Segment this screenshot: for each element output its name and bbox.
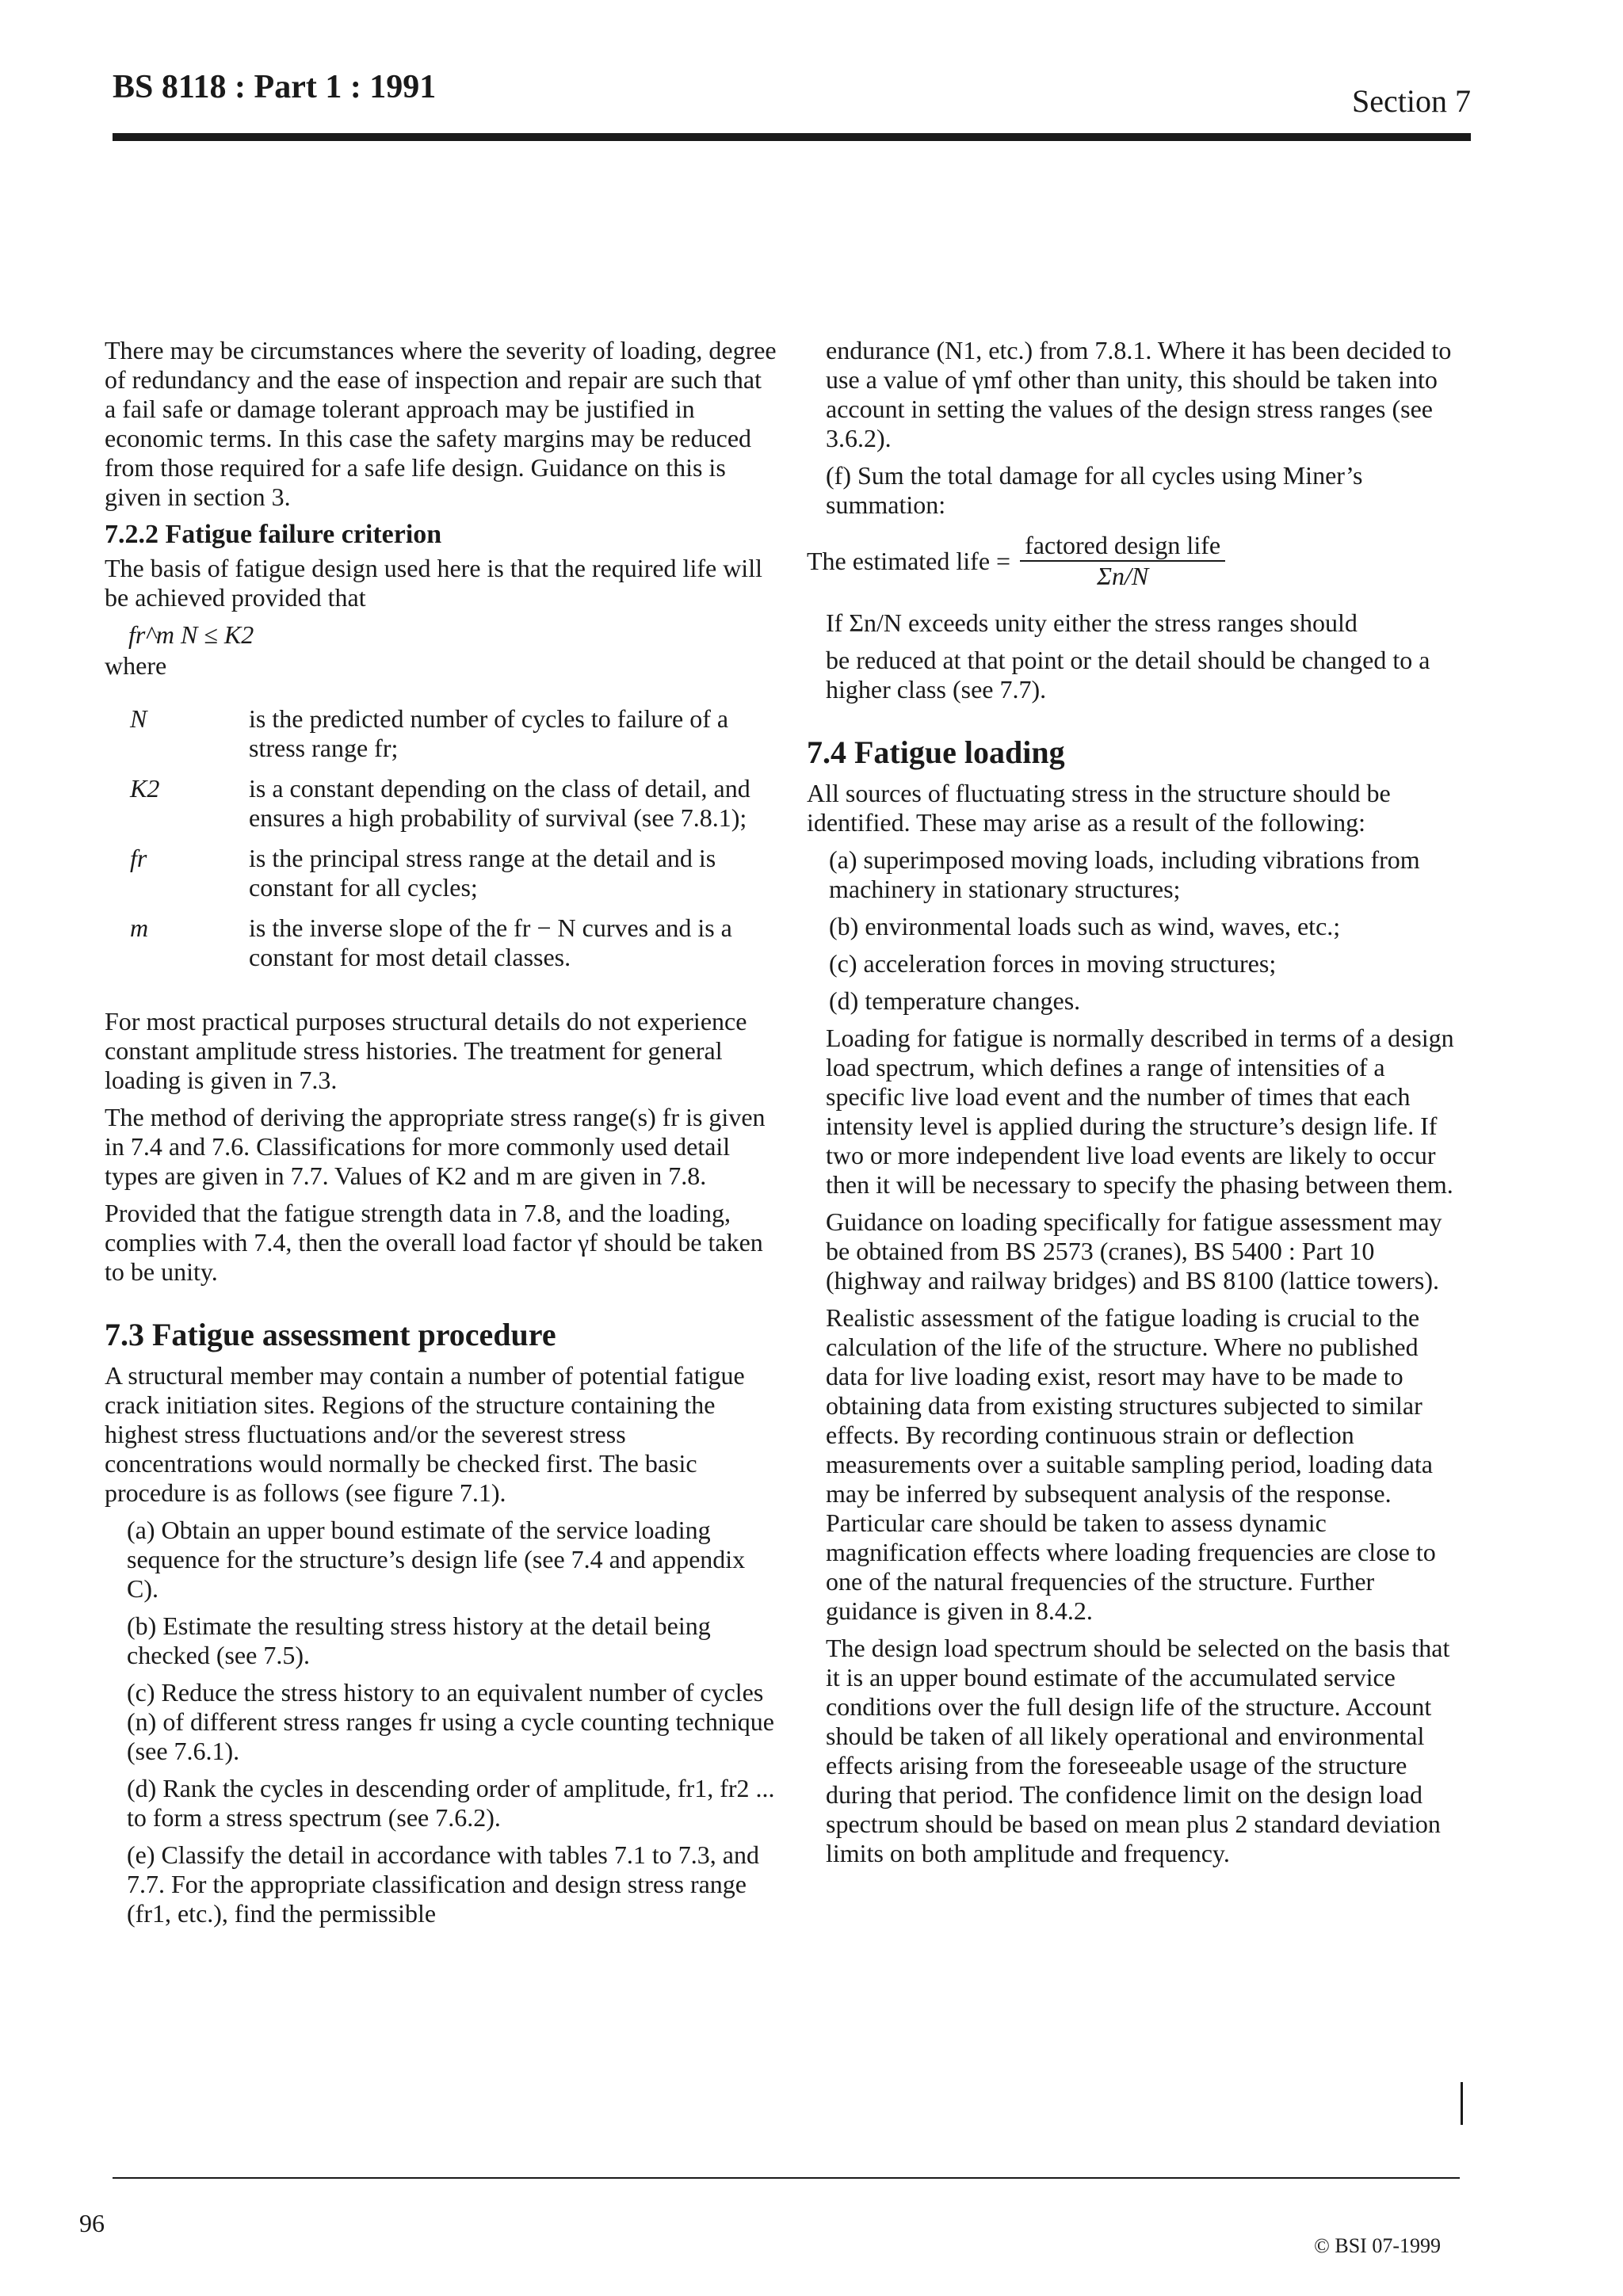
paragraph: Guidance on loading specifically for fatigue assessment may be obtained from BS 2573 (cranes), BS 5400 : Part 10 (highway and railway bridges) and BS 8100 (lattice towers). — [826, 1207, 1442, 1295]
life-equation — [807, 531, 1465, 591]
equation-label: The estimated life = — [807, 546, 1011, 575]
paragraph: Loading for fatigue is normally described in terms of a design load spectrum, which defines a range of intensities of a specific live load event and the number of times that each intensity level is applied during the structure’s design life. If two or more independent live load events are likely to occur then it will be necessary to specify the phasing between them. — [826, 1024, 1454, 1199]
heading-7-4: 7.4 Fatigue loading — [807, 734, 1065, 770]
fatigue-formula: fr^m N ≤ K2 — [128, 620, 254, 649]
paragraph: be reduced at that point or the detail should be changed to a higher class (see 7.7). — [826, 646, 1430, 704]
procedure-item: (b) Estimate the resulting stress history at the detail being checked (see 7.5). — [127, 1611, 711, 1669]
standard-reference: BS 8118 : Part 1 : 1991 — [113, 69, 437, 105]
copyright: © BSI 07-1999 — [1314, 2234, 1441, 2257]
procedure-item-f: (f) Sum the total damage for all cycles using Miner’s summation: — [826, 461, 1363, 519]
fraction-numerator: factored design life — [1020, 531, 1225, 562]
right-column — [807, 336, 1465, 1876]
def-symbol: N — [130, 704, 147, 733]
paragraph: All sources of fluctuating stress in the structure should be identified. These may arise as a result of the following: — [807, 779, 1391, 837]
def-text: is the predicted number of cycles to failure of a stress range fr; — [249, 704, 729, 762]
criterion-paragraph: The basis of fatigue design used here is that the required life will be achieved provided that — [105, 554, 762, 612]
procedure-item: (e) Classify the detail in accordance with tables 7.1 to 7.3, and 7.7. For the appropriate classification and design stress range (fr1, etc.), find the permissible — [127, 1840, 759, 1928]
paragraph: For most practical purposes structural details do not experience constant amplitude stress histories. The treatment for general loading is given in 7.3. — [105, 1007, 747, 1094]
left-column — [105, 336, 778, 1936]
section-label: Section 7 — [1352, 83, 1471, 119]
def-text: is the principal stress range at the detail and is constant for all cycles; — [249, 844, 716, 902]
where-label: where — [105, 651, 167, 680]
change-bar — [1461, 2082, 1463, 2125]
loading-item: (b) environmental loads such as wind, waves, etc.; — [829, 912, 1341, 940]
paragraph: Realistic assessment of the fatigue loading is crucial to the calculation of the life of the structure. Where no published data for live loading exist, resort may have to be made to obtaining data from existing structures subjected to similar effects. By recording continuous strain or deflection measurements over a suitable sampling period, loading data may be inferred by subsequent analysis of the response. Particular care should be taken to assess dynamic magnification effects where loading frequencies are close to one of the natural frequencies of the structure. Further guidance is given in 8.4.2. — [826, 1303, 1436, 1625]
definitions-list — [130, 704, 778, 983]
procedure-item: (a) Obtain an upper bound estimate of the service loading sequence for the structure’s design life (see 7.4 and appendix C). — [127, 1516, 746, 1603]
loading-item: (a) superimposed moving loads, including vibrations from machinery in stationary structures; — [829, 845, 1420, 903]
paragraph: Provided that the fatigue strength data in 7.8, and the loading, complies with 7.4, then the overall load factor γf should be taken to be unity. — [105, 1199, 763, 1286]
intro-paragraph: There may be circumstances where the severity of loading, degree of redundancy and the ease of inspection and repair are such that a fail safe or damage tolerant approach may be justified in economic terms. In this case the safety margins may be reduced from those required for a safe life design. Guidance on this is given in section 3. — [105, 336, 777, 511]
loading-item: (c) acceleration forces in moving structures; — [829, 949, 1277, 978]
heading-7-2-2: 7.2.2 Fatigue failure criterion — [105, 520, 442, 549]
paragraph: A structural member may contain a number of potential fatigue crack initiation sites. Regions of the structure containing the highest stress fluctuations and/or the severest stress concentrations would normally be checked first. The basic procedure is as follows (see figure 7.1). — [105, 1361, 745, 1507]
page-number: 96 — [79, 2209, 105, 2237]
def-symbol: fr — [130, 844, 147, 872]
def-symbol: m — [130, 913, 149, 942]
def-text: is a constant depending on the class of detail, and ensures a high probability of survival (see 7.8.1); — [249, 774, 750, 832]
def-text: is the inverse slope of the fr − N curves and is a constant for most detail classes. — [249, 913, 732, 971]
paragraph: The method of deriving the appropriate stress range(s) fr is given in 7.4 and 7.6. Classifications for more commonly used detail types are given in 7.7. Values of K2 and m are given in 7.8. — [105, 1103, 766, 1190]
loading-item: (d) temperature changes. — [829, 986, 1081, 1015]
procedure-item: (c) Reduce the stress history to an equivalent number of cycles (n) of different stress ranges fr using a cycle counting technique (see 7.6.1). — [127, 1678, 774, 1765]
continued-paragraph: endurance (N1, etc.) from 7.8.1. Where it has been decided to use a value of γmf other than unity, this should be taken into account in setting the values of the design stress ranges (see 3.6.2). — [826, 336, 1452, 452]
equation-fraction — [1020, 531, 1225, 591]
fraction-denominator: Σn/N — [1096, 562, 1149, 590]
paragraph: The design load spectrum should be selected on the basis that it is an upper bound estimate of the accumulated service conditions over the full design life of the structure. Account should be taken of all likely operational and environmental effects arising from the foreseeable usage of the structure during that period. The confidence limit on the design load spectrum should be based on mean plus 2 standard deviation limits on both amplitude and frequency. — [826, 1634, 1450, 1867]
heading-7-3: 7.3 Fatigue assessment procedure — [105, 1317, 556, 1352]
def-symbol: K2 — [130, 774, 160, 803]
procedure-item: (d) Rank the cycles in descending order of amplitude, fr1, fr2 ... to form a stress spectrum (see 7.6.2). — [127, 1774, 775, 1832]
header-rule — [113, 133, 1471, 141]
paragraph: If Σn/N exceeds unity either the stress ranges should — [826, 608, 1358, 637]
footer-rule — [113, 2177, 1460, 2179]
